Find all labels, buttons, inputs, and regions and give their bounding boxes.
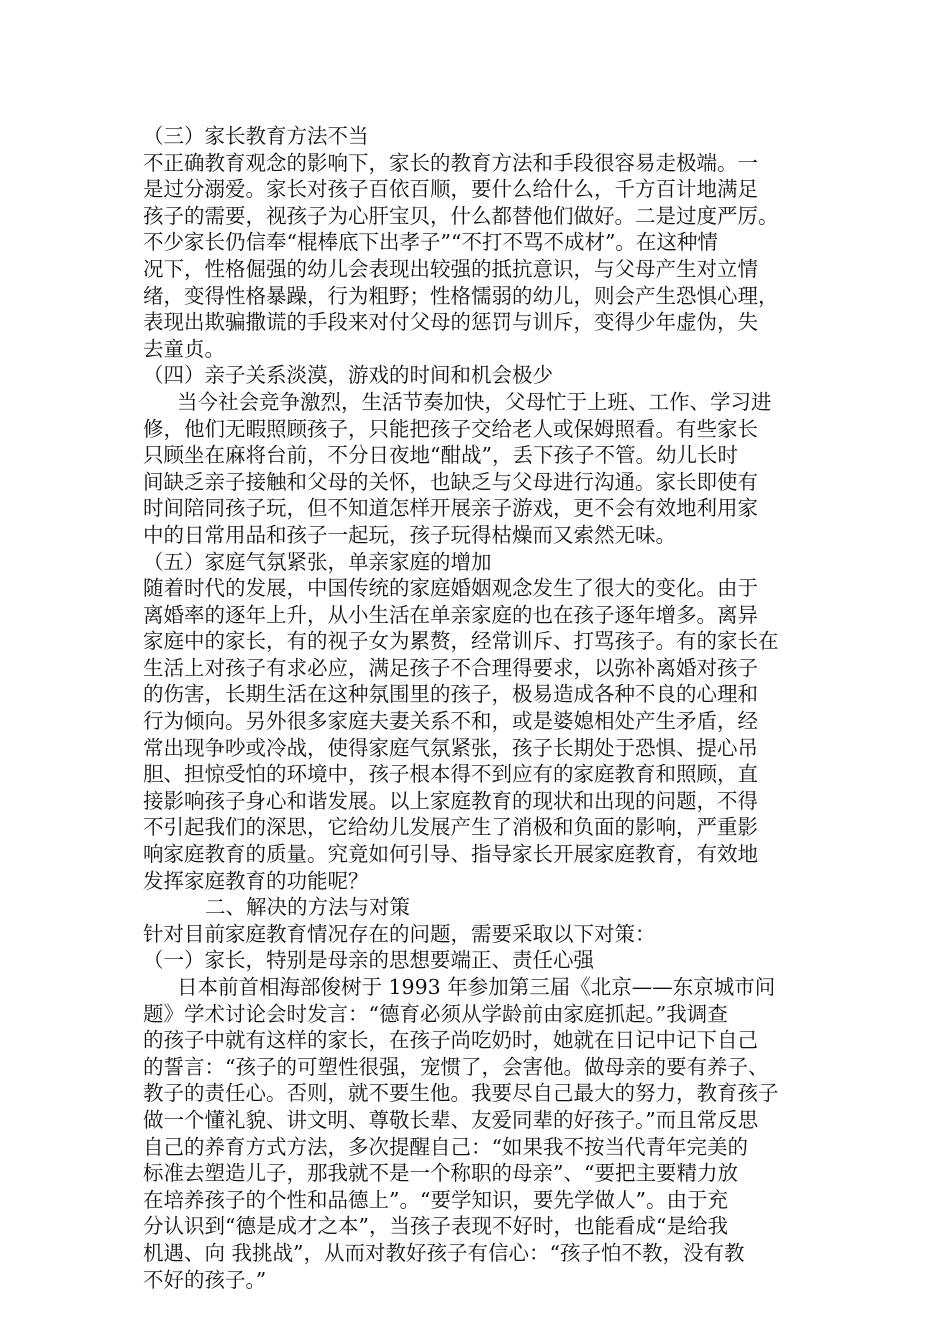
text-line: 响家庭教育的质量。究竟如何引导、指导家长开展家庭教育，有效地 [143, 842, 758, 867]
text-line: 间缺乏亲子接触和父母的关怀，也缺乏与父母进行沟通。家长即使有 [143, 469, 758, 494]
text-line: 家庭中的家长，有的视子女为累赘，经常训斥、打骂孩子。有的家长在 [143, 629, 779, 654]
text-line: 做一个懂礼貌、讲文明、尊敬长辈、友爱同辈的好孩子。”而且常反思 [143, 1107, 759, 1132]
text-line: 生活上对孩子有求必应，满足孩子不合理得要求，以弥补离婚对孩子 [143, 655, 758, 680]
text-line: 离婚率的逐年上升，从小生活在单亲家庭的也在孩子逐年增多。离异 [143, 602, 758, 627]
text-line: 日本前首相海部俊树于 1993 年参加第三届《北京——东京城市问 [177, 975, 776, 999]
text-line: 自己的养育方式方法，多次提醒自己：“如果我不按当代青年完美的 [143, 1134, 748, 1159]
text-line: 绪，变得性格暴躁，行为粗野；性格懦弱的幼儿，则会产生恐惧心理， [143, 283, 779, 308]
text-line: 不好的孩子。” [143, 1267, 267, 1292]
text-line: 行为倾向。另外很多家庭夫妻关系不和，或是婆媳相处产生矛盾，经 [143, 709, 758, 734]
text-line: 修，他们无暇照顾孩子，只能把孩子交给老人或保姆照看。有些家长 [143, 416, 758, 441]
text-line: 胆、担惊受怕的环境中，孩子根本得不到应有的家庭教育和照顾，直 [143, 762, 758, 787]
text-line: 题》学术讨论会时发言：“德育必须从学龄前由家庭抓起。”我调查 [143, 1001, 728, 1026]
text-line: 接影响孩子身心和谐发展。以上家庭教育的现状和出现的问题，不得 [143, 788, 758, 813]
text-line: 不正确教育观念的影响下，家长的教育方法和手段很容易走极端。一 [143, 150, 758, 175]
text-line: 的誓言：“孩子的可塑性很强，宠惯了，会害他。做母亲的要有养子、 [143, 1054, 769, 1079]
text-line: （一）家长，特别是母亲的思想要端正、责任心强 [143, 948, 594, 973]
text-line: 二、解决的方法与对策 [205, 895, 410, 920]
text-line: 发挥家庭教育的功能呢？ [143, 868, 369, 893]
text-line: 况下，性格倔强的幼儿会表现出较强的抵抗意识，与父母产生对立情 [143, 256, 758, 281]
text-line: 不引起我们的深思，它给幼儿发展产生了消极和负面的影响，严重影 [143, 815, 758, 840]
text-line: 标准去塑造儿子，那我就不是一个称职的母亲”、“要把主要精力放 [143, 1161, 738, 1186]
text-line: 机遇、向 我挑战”，从而对教好孩子有信心：“孩子怕不教，没有教 [143, 1240, 745, 1265]
text-line: 分认识到“德是成才之本”，当孩子表现不好时，也能看成“是给我 [143, 1214, 728, 1239]
text-line: 表现出欺骗撒谎的手段来对付父母的惩罚与训斥，变得少年虚伪，失 [143, 310, 758, 335]
text-line: 在培养孩子的个性和品德上”。“要学知识，要先学做人”。由于充 [143, 1187, 728, 1212]
text-line: 的孩子中就有这样的家长，在孩子尚吃奶时，她就在日记中记下自己 [143, 1028, 758, 1053]
text-line: 当今社会竞争激烈，生活节奏加快，父母忙于上班、工作、学习进 [177, 389, 772, 414]
text-line: 去童贞。 [143, 336, 225, 361]
text-line: 是过分溺爱。家长对孩子百依百顺，要什么给什么，千方百计地满足 [143, 177, 758, 202]
text-line: （四）亲子关系淡漠，游戏的时间和机会极少 [143, 363, 553, 388]
text-line: 孩子的需要，视孩子为心肝宝贝，什么都替他们做好。二是过度严厉。 [143, 203, 779, 228]
text-line: （五）家庭气氛紧张，单亲家庭的增加 [143, 549, 492, 574]
text-line: 中的日常用品和孩子一起玩，孩子玩得枯燥而又索然无味。 [143, 522, 676, 547]
text-line: 不少家长仍信奉“棍棒底下出孝子”“不打不骂不成材”。在这种情 [143, 230, 718, 255]
text-line: （三）家长教育方法不当 [143, 124, 369, 148]
text-line: 针对目前家庭教育情况存在的问题，需要采取以下对策： [143, 921, 656, 946]
text-line: 常出现争吵或冷战，使得家庭气氛紧张，孩子长期处于恐惧、提心吊 [143, 735, 758, 760]
document-body [143, 123, 813, 1293]
text-line: 教子的责任心。否则，就不要生他。我要尽自己最大的努力，教育孩子 [143, 1081, 779, 1106]
text-line: 随着时代的发展，中国传统的家庭婚姻观念发生了很大的变化。由于 [143, 576, 758, 601]
text-line: 只顾坐在麻将台前，不分日夜地“酣战”，丢下孩子不管。幼儿长时 [143, 443, 738, 468]
text-line: 的伤害，长期生活在这种氛围里的孩子，极易造成各种不良的心理和 [143, 682, 758, 707]
text-line: 时间陪同孩子玩，但不知道怎样开展亲子游戏，更不会有效地利用家 [143, 496, 758, 521]
